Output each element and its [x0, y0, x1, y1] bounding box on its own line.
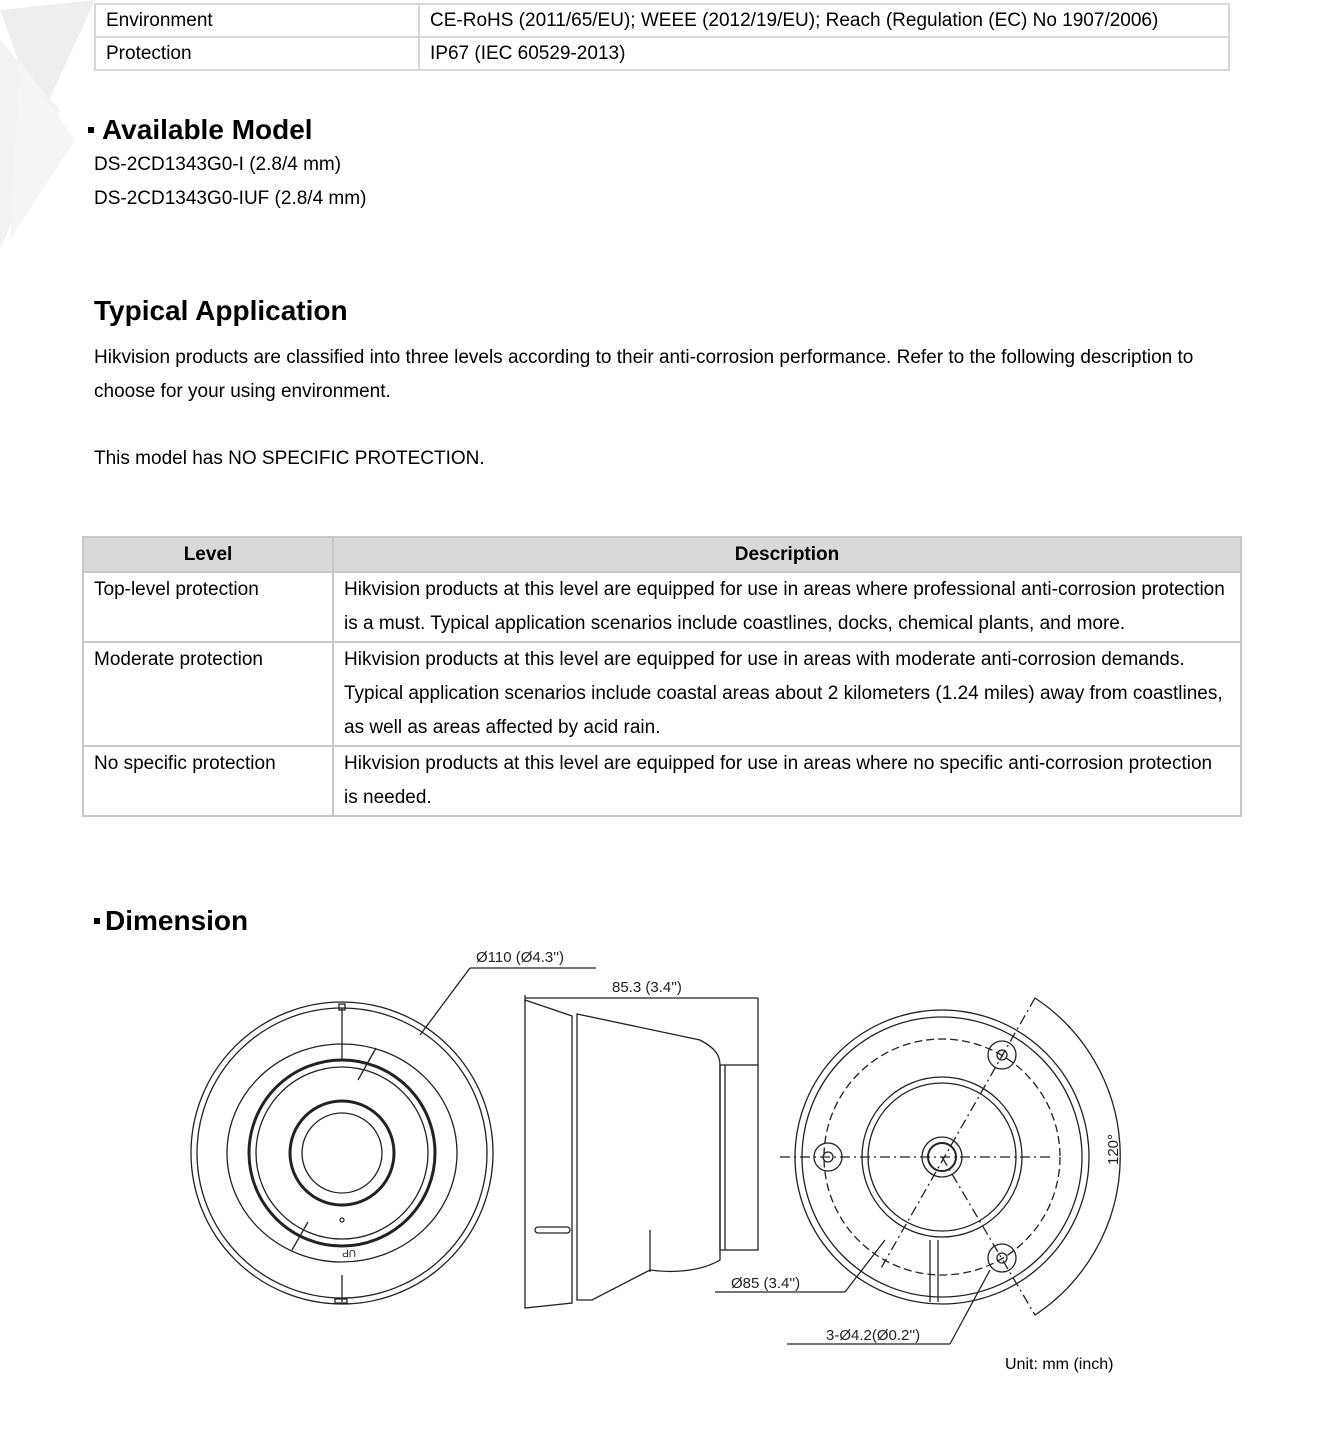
unit-label: Unit: mm (inch)	[1005, 1356, 1114, 1373]
intro-paragraph: Hikvision products are classified into three levels according to their anti-corrosion performance. Refer to the following description to choose for your using environment.	[94, 347, 1194, 402]
protection-level-table	[82, 536, 1242, 817]
spec-value: CE-RoHS (2011/65/EU); WEEE (2012/19/EU); Reach (Regulation (EC) No 1907/2006)	[419, 4, 1229, 37]
model-item: DS-2CD1343G0-IUF (2.8/4 mm)	[94, 188, 367, 209]
side-view	[525, 979, 758, 1308]
bullet-icon	[88, 127, 94, 133]
available-model-heading: Available Model	[88, 114, 313, 146]
description-cell: Hikvision products at this level are equipped for use in areas with moderate anti-corrosion demands. Typical application scenarios include coastal areas about 2 kilometers (1.24 miles) away from coastlines, as well as areas affected by acid rain.	[333, 642, 1241, 746]
description-cell: Hikvision products at this level are equipped for use in areas where no specific anti-corrosion protection is needed.	[333, 746, 1241, 816]
svg-text:UP: UP	[342, 1247, 356, 1258]
table-row	[95, 4, 1229, 37]
column-header-level: Level	[83, 537, 333, 572]
table-row	[83, 572, 1241, 642]
table-row	[83, 746, 1241, 816]
spec-key: Environment	[95, 4, 419, 37]
watermark-logo	[0, 0, 100, 250]
model-item: DS-2CD1343G0-I (2.8/4 mm)	[94, 154, 342, 175]
level-cell: No specific protection	[83, 746, 333, 816]
bullet-icon	[94, 918, 100, 924]
description-cell: Hikvision products at this level are equipped for use in areas where professional anti-corrosion protection is a must. Typical application scenarios include coastlines, docks, chemical plants, and more.	[333, 572, 1241, 642]
table-row	[95, 37, 1229, 70]
rear-view	[715, 998, 1122, 1344]
depth-label: 85.3 (3.4'')	[612, 979, 682, 996]
level-cell: Top-level protection	[83, 572, 333, 642]
dimension-drawing	[180, 940, 1180, 1390]
angle-label: 120°	[1105, 1133, 1122, 1165]
dimension-heading: Dimension	[94, 905, 248, 937]
holes-label: 3-Ø4.2(Ø0.2'')	[826, 1327, 921, 1344]
spec-value: IP67 (IEC 60529-2013)	[419, 37, 1229, 70]
spec-key: Protection	[95, 37, 419, 70]
typical-application-heading: Typical Application	[94, 295, 348, 326]
model-protection-note: This model has NO SPECIFIC PROTECTION.	[94, 448, 485, 469]
front-view	[191, 949, 596, 1304]
table-row	[83, 642, 1241, 746]
spec-table	[94, 3, 1230, 71]
base-diameter-label: Ø85 (3.4'')	[731, 1275, 801, 1292]
level-cell: Moderate protection	[83, 642, 333, 746]
table-header-row	[83, 537, 1241, 572]
column-header-description: Description	[333, 537, 1241, 572]
front-diameter-label: Ø110 (Ø4.3'')	[476, 949, 564, 966]
